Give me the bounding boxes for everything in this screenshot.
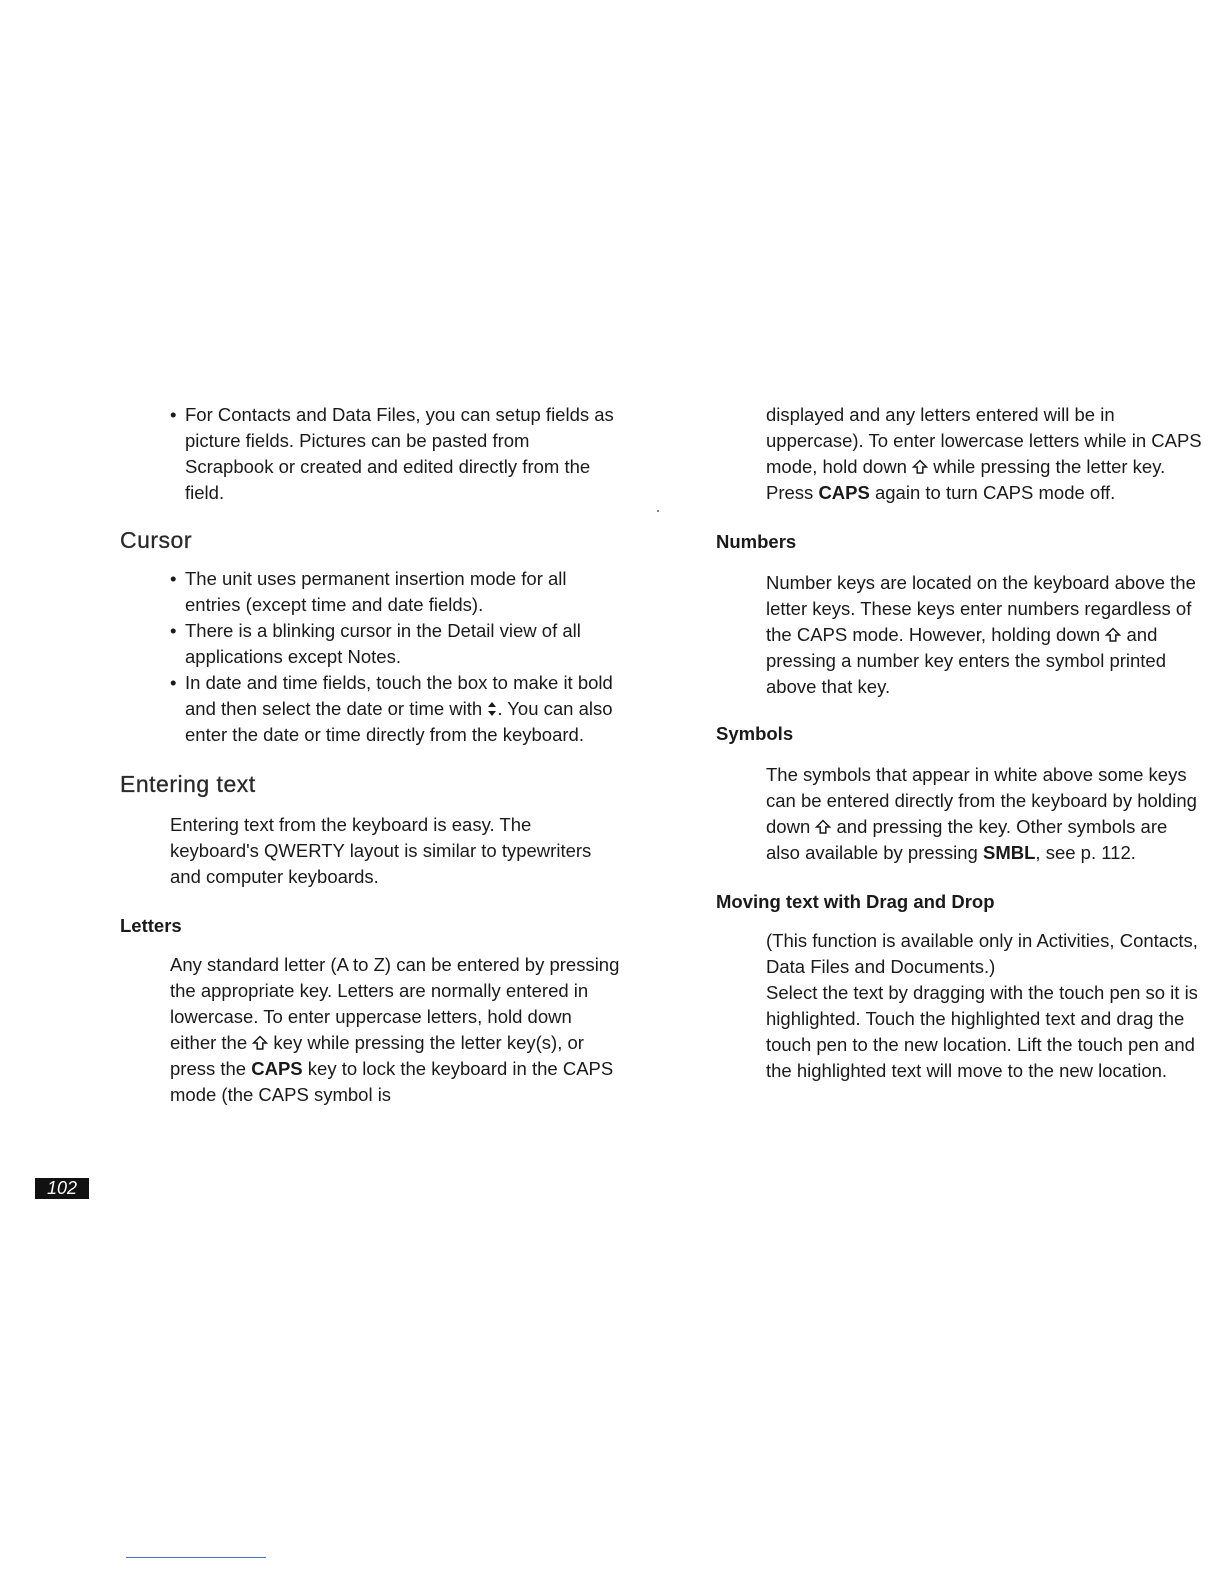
numbers-paragraph: Number keys are located on the keyboard above the letter keys. These keys enter numbers regardless of the CAPS mode. However, holding down and pressing a number key enters the symbol printed above that key. bbox=[766, 572, 1196, 697]
up-down-arrows-icon bbox=[487, 701, 497, 717]
page-number: 102 bbox=[35, 1178, 89, 1199]
cursor-list bbox=[120, 566, 620, 748]
letters-heading: Letters bbox=[120, 915, 182, 936]
numbers-heading: Numbers bbox=[716, 531, 797, 552]
drag-drop-paragraph: Select the text by dragging with the touch pen so it is highlighted. Touch the highlighted text and drag the touch pen to the new location. Lift the touch pen and the highlighted text will move to the new location. bbox=[766, 982, 1198, 1081]
list-item: • In date and time fields, touch the box to make it bold and then select the date or time with . You can also enter the date or time directly from the keyboard. bbox=[170, 672, 613, 745]
cursor-heading: Cursor bbox=[120, 527, 193, 553]
symbols-heading: Symbols bbox=[716, 723, 794, 744]
shift-arrow-icon bbox=[912, 459, 928, 475]
shift-arrow-icon bbox=[1105, 627, 1121, 643]
drag-drop-note: (This function is available only in Activities, Contacts, Data Files and Documents.) bbox=[766, 930, 1198, 977]
letters-paragraph: Any standard letter (A to Z) can be entered by pressing the appropriate key. Letters are normally entered in lowercase. To enter uppercase letters, hold down either the key while pressing the letter key(s), or press the CAPS key to lock the keyboard in the CAPS mode (the CAPS symbol is bbox=[170, 954, 620, 1105]
drag-drop-heading: Moving text with Drag and Drop bbox=[716, 891, 995, 912]
shift-arrow-icon bbox=[252, 1035, 268, 1051]
right-column bbox=[716, 402, 1206, 1084]
left-column bbox=[120, 402, 620, 1108]
list-item: • The unit uses permanent insertion mode for all entries (except time and date fields). bbox=[170, 568, 567, 615]
symbols-paragraph: The symbols that appear in white above some keys can be entered directly from the keyboard by holding down and pressing the key. Other symbols are also available by pressing SMBL, see p. 112. bbox=[766, 764, 1197, 863]
entering-text-heading: Entering text bbox=[120, 771, 256, 797]
shift-arrow-icon bbox=[815, 819, 831, 835]
list-item: • There is a blinking cursor in the Detail view of all applications except Notes. bbox=[170, 620, 581, 667]
list-item: • For Contacts and Data Files, you can setup fields as picture fields. Pictures can be pasted from Scrapbook or created and edited directly from the field. bbox=[170, 404, 614, 503]
caps-continued-paragraph: displayed and any letters entered will be in uppercase). To enter lowercase letters while in CAPS mode, hold down while pressing the letter key. Press CAPS again to turn CAPS mode off. bbox=[766, 404, 1202, 503]
picture-fields-list bbox=[120, 402, 620, 506]
entering-text-paragraph: Entering text from the keyboard is easy. The keyboard's QWERTY layout is similar to typewriters and computer keyboards. bbox=[170, 814, 592, 887]
footer-rule bbox=[126, 1557, 266, 1558]
scan-speck bbox=[657, 510, 659, 512]
